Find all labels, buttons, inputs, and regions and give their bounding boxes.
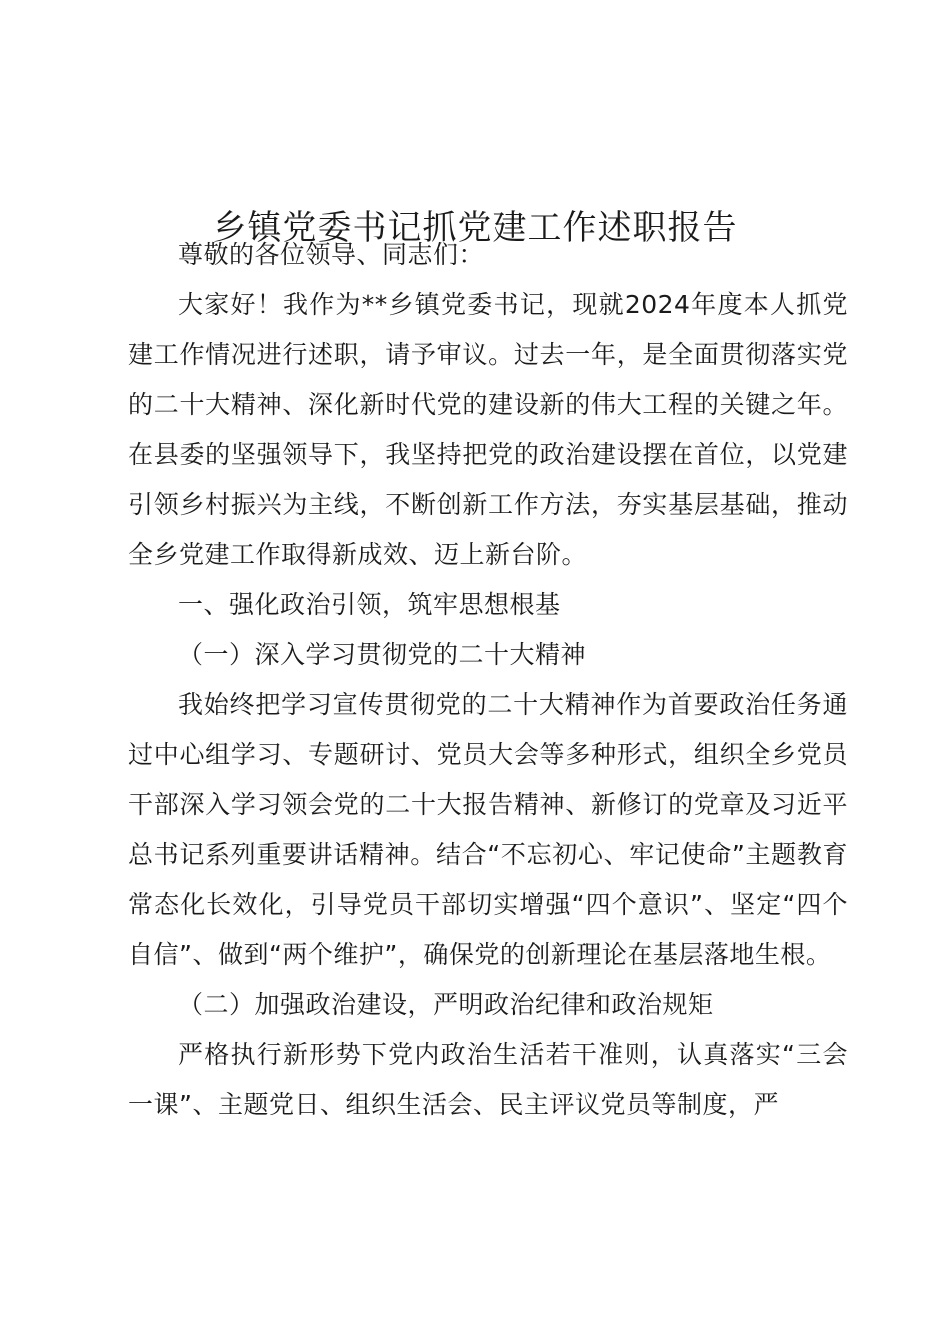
- document-title: 乡镇党委书记抓党建工作述职报告: [212, 207, 738, 248]
- subsection-heading-1: （一）深入学习贯彻党的二十大精神: [178, 640, 587, 669]
- document-body: [128, 230, 848, 1130]
- body-paragraph-1: 我始终把学习宣传贯彻党的二十大精神作为首要政治任务通过中心组学习、专题研讨、党员大会等多种形式，组织全乡党员干部深入学习领会党的二十大报告精神、新修订的党章及习近平总书记系列重要讲话精神。结合“不忘初心、牢记使命”主题教育常态化长效化，引导党员干部切实增强“四个意识”、坚定“四个自信”、做到“两个维护”，确保党的创新理论在基层落地生根。: [128, 690, 848, 969]
- intro-paragraph: 大家好！我作为**乡镇党委书记，现就2024年度本人抓党建工作情况进行述职，请予审议。过去一年，是全面贯彻落实党的二十大精神、深化新时代党的建设新的伟大工程的关键之年。在县委的坚强领导下，我坚持把党的政治建设摆在首位，以党建引领乡村振兴为主线，不断创新工作方法，夯实基层基础，推动全乡党建工作取得新成效、迈上新台阶。: [128, 290, 848, 569]
- subsection-heading-2: （二）加强政治建设，严明政治纪律和政治规矩: [178, 990, 714, 1019]
- body-paragraph-2: 严格执行新形势下党内政治生活若干准则，认真落实“三会一课”、主题党日、组织生活会、民主评议党员等制度，严: [128, 1040, 848, 1119]
- section-heading-1: 一、强化政治引领，筑牢思想根基: [178, 590, 561, 619]
- salutation: 尊敬的各位领导、同志们：: [178, 240, 485, 269]
